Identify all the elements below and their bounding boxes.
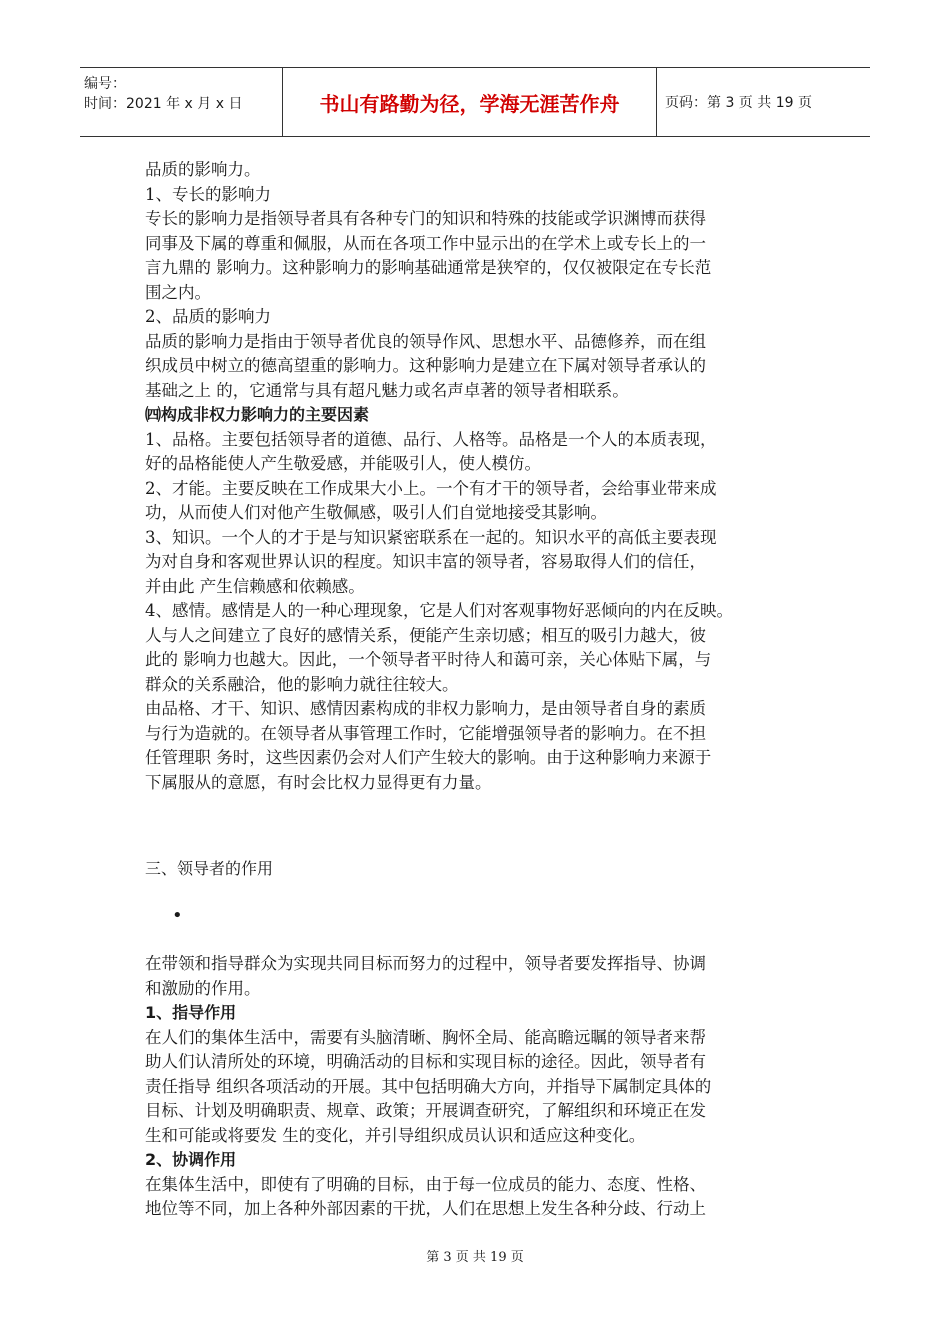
paragraph-line: 1、品格。主要包括领导者的道德、品行、人格等。品格是一个人的本质表现，	[145, 429, 717, 449]
section-title: 三、领导者的作用	[145, 859, 274, 878]
paragraph-line: 目标、计划及明确职责、规章、政策；开展调查研究，了解组织和环境正在发	[145, 1101, 706, 1120]
document-body-upper	[145, 158, 810, 795]
bullet-point: •	[172, 905, 183, 926]
header-meta	[80, 68, 283, 136]
header-date-label: 时间：2021 年 x 月 x 日	[84, 96, 243, 112]
header-page-info: 页码：第 3 页 共 19 页	[665, 95, 812, 111]
header-code-label: 编号：	[84, 76, 126, 92]
paragraph-line: 地位等不同，加上各种外部因素的干扰，人们在思想上发生各种分歧、行动上	[145, 1199, 706, 1218]
paragraph-line: 品质的影响力。	[145, 160, 261, 179]
paragraph-line: 责任指导 组织各项活动的开展。其中包括明确大方向，并指导下属制定具体的	[145, 1076, 712, 1096]
header-motto: 书山有路勤为径，学海无涯苦作舟	[283, 68, 657, 136]
paragraph-line: 织成员中树立的德高望重的影响力。这种影响力是建立在下属对领导者承认的	[145, 356, 706, 375]
paragraph-line: 品质的影响力是指由于领导者优良的领导作风、思想水平、品德修养，而在组	[145, 331, 706, 351]
paragraph-line: 好的品格能使人产生敬爱感，并能吸引人，使人模仿。	[145, 454, 541, 473]
paragraph-line: 2、才能。主要反映在工作成果大小上。一个有才干的领导者，会给事业带来成	[145, 478, 717, 498]
section-heading: 1、指导作用	[145, 1003, 237, 1022]
paragraph-line: 此的 影响力也越大。因此，一个领导者平时待人和蔼可亲，关心体贴下属，与	[145, 650, 712, 669]
paragraph-line: 4、感情。感情是人的一种心理现象，它是人们对客观事物好恶倾向的内在反映。	[145, 601, 733, 620]
paragraph-line: 任管理职 务时，这些因素仍会对人们产生较大的影响。由于这种影响力来源于	[145, 748, 712, 767]
paragraph-line: 在带领和指导群众为实现共同目标而努力的过程中，领导者要发挥指导、协调	[145, 954, 706, 973]
paragraph-line: 下属服从的意愿，有时会比权力显得更有力量。	[145, 772, 492, 792]
paragraph-line: 2、品质的影响力	[145, 307, 271, 326]
paragraph-line: 围之内。	[145, 282, 211, 302]
paragraph-line: 为对自身和客观世界认识的程度。知识丰富的领导者，容易取得人们的信任，	[145, 552, 706, 571]
paragraph-line: 并由此 产生信赖感和依赖感。	[145, 576, 365, 596]
paragraph-line: 在集体生活中，即使有了明确的目标，由于每一位成员的能力、态度、性格、	[145, 1174, 706, 1194]
paragraph-line: 和激励的作用。	[145, 978, 261, 998]
paragraph-line: 与行为造就的。在领导者从事管理工作时，它能增强领导者的影响力。在不担	[145, 723, 706, 743]
page-footer: 第 3 页 共 19 页	[426, 1250, 524, 1265]
paragraph-line: 专长的影响力是指领导者具有各种专门的知识和特殊的技能或学识渊博而获得	[145, 209, 706, 228]
paragraph-line: 基础之上 的，它通常与具有超凡魅力或名声卓著的领导者相联系。	[145, 380, 629, 400]
paragraph-line: 生和可能或将要发 生的变化，并引导组织成员认识和适应这种变化。	[145, 1125, 646, 1145]
page-header	[80, 67, 870, 137]
paragraph-line: 在人们的集体生活中，需要有头脑清晰、胸怀全局、能高瞻远瞩的领导者来帮	[145, 1027, 706, 1047]
section-heading: ㈣构成非权力影响力的主要因素	[145, 405, 370, 424]
section-heading: 2、协调作用	[145, 1150, 237, 1169]
paragraph-line: 同事及下属的尊重和佩服，从而在各项工作中显示出的在学术上或专长上的一	[145, 233, 706, 253]
paragraph-line: 言九鼎的 影响力。这种影响力的影响基础通常是狭窄的，仅仅被限定在专长范	[145, 258, 712, 277]
document-body-lower	[145, 952, 810, 1222]
paragraph-line: 人与人之间建立了良好的感情关系，便能产生亲切感；相互的吸引力越大，彼	[145, 625, 706, 645]
paragraph-line: 1、专长的影响力	[145, 184, 271, 204]
paragraph-line: 助人们认清所处的环境，明确活动的目标和实现目标的途径。因此，领导者有	[145, 1052, 706, 1071]
paragraph-line: 功，从而使人们对他产生敬佩感，吸引人们自觉地接受其影响。	[145, 503, 607, 522]
paragraph-line: 3、知识。一个人的才于是与知识紧密联系在一起的。知识水平的高低主要表现	[145, 527, 717, 547]
paragraph-line: 群众的关系融洽，他的影响力就往往较大。	[145, 674, 459, 694]
paragraph-line: 由品格、才干、知识、感情因素构成的非权力影响力，是由领导者自身的素质	[145, 699, 706, 718]
